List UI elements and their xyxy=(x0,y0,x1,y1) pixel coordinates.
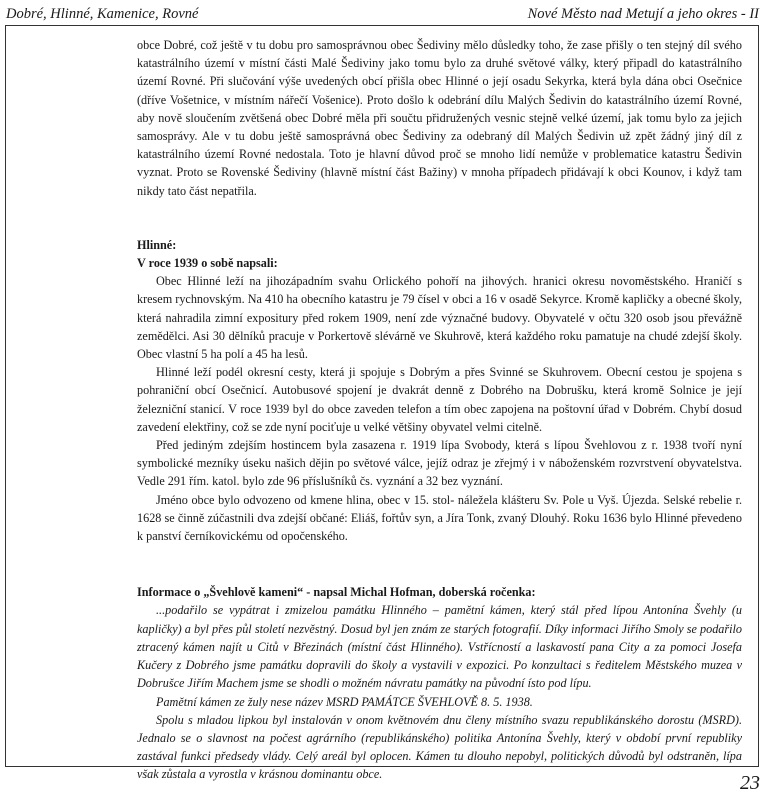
section-spacer xyxy=(137,200,742,236)
informace-heading: Informace o „Švehlově kameni“ - napsal Michal Hofman, doberská ročenka: xyxy=(137,585,536,600)
hlinne-paragraph: Hlinné leží podél okresní cesty, která ji spojuje s Dobrým a přes Svinné se Skuhrovem. Obecní cestou je spojena s pohraniční obcí Osečnicí. Autobusové spojení je dvakrát denně z Dobrého na Dobrušku, která kromě Solnice je její železniční stanicí. V roce 1939 byl do obce zaveden telefon a tím obec zapojena na poštovní úřad v Dobrém. Chybí dosud zavedení elektřiny, což se zde nyní pociťuje u velké většiny obyvatel velmi citelně. xyxy=(137,365,742,434)
hlinne-subheading: V roce 1939 o sobě napsali: xyxy=(137,256,278,271)
informace-paragraph: ...podařilo se vypátrat i zmizelou památku Hlinného – pamětní kámen, který stál před lípou Antonína Švehly (u kapličky) a byl přes půl století nezvěstný. Dosud byl jen znám ze starých fotografií. Díky informaci Jiřího Smoly se podařilo ztracený kámen najít u Citů v Březinách (místní část Hlinného). Vstřícností a laskavostí pana City a za pomoci Josefa Kučery z Dobrého jsme památku dopravili do školy a vystavili v expozici. Po konzultaci s ředitelem Městského muzea v Dobrušce Jiřím Machem jsme se shodli o možném návratu památky na původní ísto pod lípu. xyxy=(137,603,742,691)
informace-section xyxy=(137,583,742,783)
page-number: 23 xyxy=(740,772,760,794)
article-body xyxy=(137,36,742,784)
section-spacer xyxy=(137,545,742,583)
informace-paragraph: Pamětní kámen ze žuly nese název MSRD PAMÁTCE ŠVEHLOVĚ 8. 5. 1938. xyxy=(156,694,533,709)
hlinne-heading: Hlinné: xyxy=(137,237,177,252)
intro-paragraph: obce Dobré, což ještě v tu dobu pro samosprávnou obec Šediviny mělo důsledky toho, že zase přišly o ten stejný díl svého katastrálního území v místní části Malé Šediviny jako tomu bylo za druhé světové války, který připadl do katastrálního území Rovné. Při slučování výše uvedených obcí přišla obec Hlinné o její osadu Sekyrka, která byla dána obci Osečnice (dříve Vošetnice, v místním nářečí Vošenice). Proto došlo k odebrání dílu Malých Šedivin do katastrálního území Rovné, aby nově sloučením zvětšená obec Dobré měla při součtu přidružených vesnic stejně velké území, jak tomu bylo za jejich samosprávy. Ale v tu dobu ještě samosprávná obec Šediviny za odebraný díl Malých Šedivin už zpět žádný jiný díl z katastrálního území Rovné nedostala. Toto je hlavní důvod proč se mnoho lidí nemůže v problematice katastru Šedivin vyznat. Proto se Rovenské Šediviny (hlavně místní část Bažiny) v mnoha případech přidávají k obci Kounov, i když tam nikdy tato část nepatřila. xyxy=(137,38,742,198)
hlinne-section xyxy=(137,236,742,545)
running-header-right: Nové Město nad Metují a jeho okres - II xyxy=(527,6,759,22)
hlinne-paragraph: Před jediným zdejším hostincem byla zasazena r. 1919 lípa Svobody, která s lípou Švehlovou z r. 1938 tvoří nyní symbolické mezníky úseku našich dějin po světové válce, jejíž odraz je zřejmý i v náboženském rozvrstvení obyvatelstva. Vedle 291 řím. katol. bylo zde 96 příslušníků čs. vyznání a 32 bez vyznání. xyxy=(137,438,742,489)
running-header-left: Dobré, Hlinné, Kamenice, Rovné xyxy=(6,6,199,22)
hlinne-paragraph: Jméno obce bylo odvozeno od kmene hlina, obec v 15. stol- náležela klášteru Sv. Pole u Vyš. Újezda. Selské rebelie r. 1628 se činně zúčastnili dva zdejší občané: Eliáš, fořtův syn, a Jíra Tonk, zvaný Dlouhý. Roku 1636 bylo Hlinné převedeno k panství černíkovickému od opočenského. xyxy=(137,492,742,544)
informace-paragraph: Spolu s mladou lipkou byl instalován v onom květnovém dnu členy místního svazu republikánského dorostu (MSRD). Jednalo se o slavnost na počest agrárního (republikánského) politika Antonína Švehly, který v období první republiky zastával funkci předsedy vlády. Celý areál byl oplocen. Kámen tu dlouho nepobyl, politických důvodů byl odstraněn, lípa však zůstala a vyrostla v krásnou dominantu obce. xyxy=(137,712,742,782)
hlinne-paragraph: Obec Hlinné leží na jihozápadním svahu Orlického pohoří na jihových. hranici okresu novoměstského. Hraničí s kresem rychnovským. Na 410 ha obecního katastru je 79 čísel v obci a 16 v osadě Sekyrce. Kromě kapličky a obecné školy, která nahradila zimní expositury před rokem 1909, není zde význačné budovy. Obyvatelé v očtu 320 osob jsou převážně zemědělci. Asi 30 dělníků pracuje v Porkertově slévárně ve Skuhrově, která každého roku pamatuje na chudé zdejší školy. Obec vlastní 5 ha polí a 45 ha lesů. xyxy=(137,274,742,362)
